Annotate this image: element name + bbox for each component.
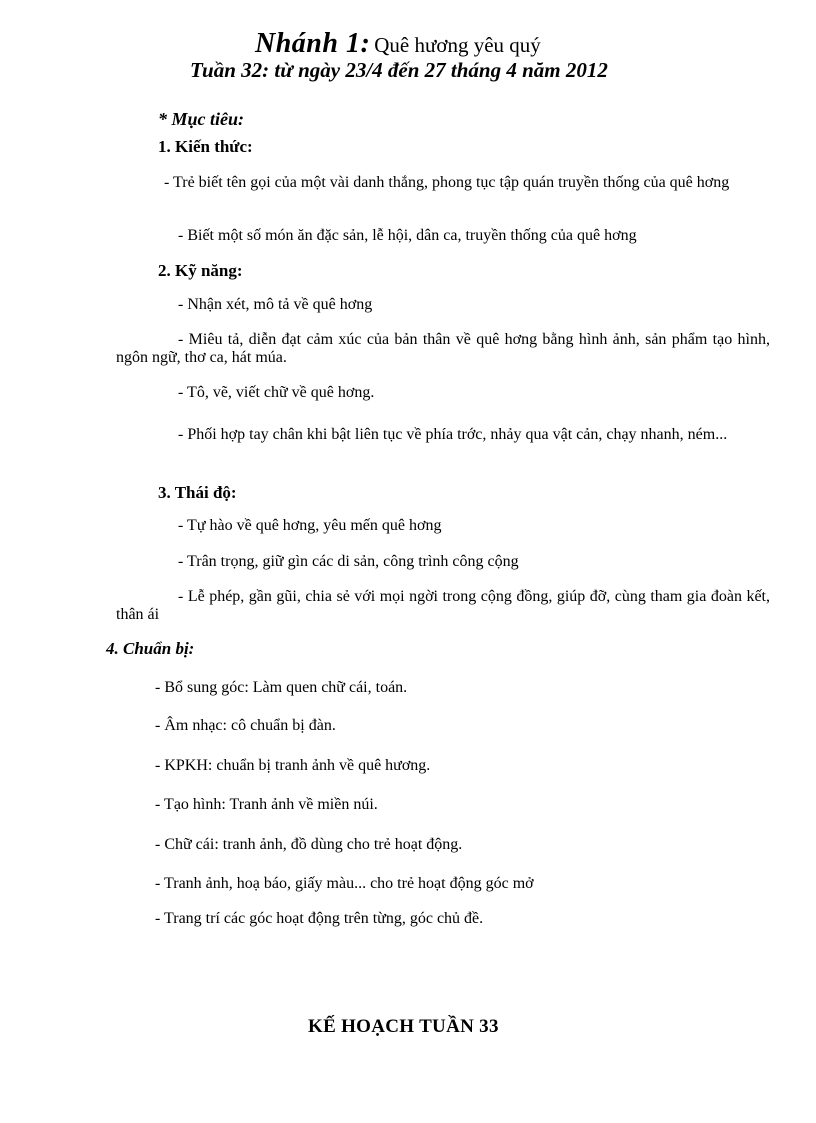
skills-heading: 2. Kỹ năng: bbox=[158, 261, 243, 280]
attitude-heading: 3. Thái độ: bbox=[158, 483, 237, 502]
knowledge-item: - Biết một số món ăn đặc sản, lễ hội, dân ca, truyền thống của quê hơng bbox=[178, 227, 637, 244]
preparation-item: - Trang trí các góc hoạt động trên từng, góc chủ đề. bbox=[155, 910, 484, 927]
knowledge-item: - Trẻ biết tên gọi của một vài danh thắng, phong tục tập quán truyền thống của quê hơng bbox=[164, 174, 730, 191]
preparation-item: - Chữ cái: tranh ảnh, đồ dùng cho trẻ hoạt động. bbox=[155, 836, 463, 853]
preparation-item: - Âm nhạc: cô chuẩn bị đàn. bbox=[155, 717, 336, 734]
skills-item: - Miêu tả, diễn đạt cảm xúc của bản thân về quê hơng bằng hình ảnh, sản phẩm tạo hình, ngôn ngữ, thơ ca, hát múa. bbox=[116, 331, 770, 366]
preparation-item: - KPKH: chuẩn bị tranh ảnh về quê hương. bbox=[155, 757, 431, 774]
week-line: Tuần 32: từ ngày 23/4 đến 27 tháng 4 năm 2012 bbox=[190, 58, 608, 82]
knowledge-heading: 1. Kiến thức: bbox=[158, 137, 253, 156]
attitude-item: - Trân trọng, giữ gìn các di sản, công trình công cộng bbox=[178, 553, 519, 570]
preparation-heading: 4. Chuẩn bị: bbox=[106, 639, 195, 658]
skills-item: - Tô, vẽ, viết chữ về quê hơng. bbox=[178, 384, 375, 401]
objectives-heading: * Mục tiêu: bbox=[158, 109, 245, 129]
attitude-item: - Tự hào về quê hơng, yêu mến quê hơng bbox=[178, 517, 442, 534]
branch-title bbox=[255, 28, 541, 60]
skills-item: - Phối hợp tay chân khi bật liên tục về phía trớc, nhảy qua vật cản, chạy nhanh, ném... bbox=[178, 426, 728, 443]
branch-name: Quê hương yêu quý bbox=[374, 33, 541, 57]
skills-item: - Nhận xét, mô tả về quê hơng bbox=[178, 296, 373, 313]
next-plan-heading: KẾ HOẠCH TUẦN 33 bbox=[308, 1016, 499, 1037]
branch-label: Nhánh 1: bbox=[255, 28, 371, 59]
preparation-item: - Tạo hình: Tranh ảnh về miền núi. bbox=[155, 796, 378, 813]
preparation-item: - Tranh ảnh, hoạ báo, giấy màu... cho trẻ hoạt động góc mở bbox=[155, 875, 534, 892]
attitude-item: - Lễ phép, gần gũi, chia sẻ với mọi ngời trong cộng đồng, giúp đỡ, cùng tham gia đoàn kết, thân ái bbox=[116, 588, 770, 623]
preparation-item: - Bổ sung góc: Làm quen chữ cái, toán. bbox=[155, 679, 408, 696]
